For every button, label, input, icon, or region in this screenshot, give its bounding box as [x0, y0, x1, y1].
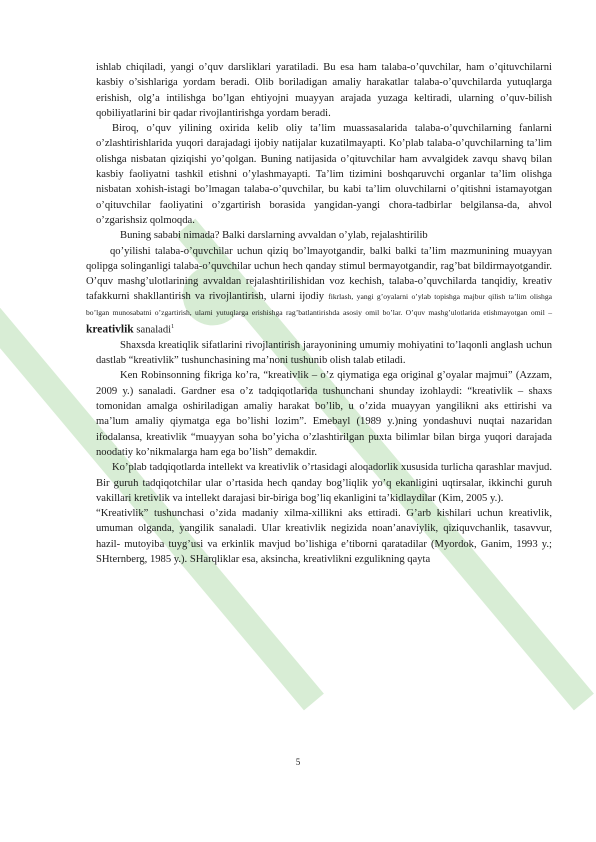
paragraph-4	[86, 244, 552, 338]
page-number: 5	[295, 757, 301, 767]
paragraph-1: ishlab chiqiladi, yangi o’quv darsliklari yaratiladi. Bu esa ham talaba-o’quvchilar, ham o’qituvchilarni kasbiy o’sishlariga yordam beradi. Olib boriladigan amaliy harakatlar talaba-o’quvchilarda yutuqlarga erishish, olg’a intilishga bo’lgan ehtiyojni muayyan arajada yuzaga keltiradi, ularning o’quv-bilish qobiliyatlarini bir qadar rivojlantirishga yordam beradi.	[96, 62, 552, 119]
paragraph-4-small-text: fikrlash, yangi g’oyalarni o’ylab topishga majbur qilish ta’lim olishga bo’lgan munosabatni o’zgartirish, ularni yutuqlarga erishishga rag’batlantirishda asosiy omil bo’lar. O’quv mashg’ulotlarida etishmayotgan omil –	[86, 292, 552, 317]
paragraph-4-text: qo’yilishi talaba-o’quvchilar uchun qiziq bo’lmayotgandir, balki balki ta’lim mazmunining muayyan qolipga solinganligi talaba-o’quvchilar uchun hech qanday stimul bermayotgandir, rag’bat bildirmayotgandir. O’quv mashg’ulotlarining avvaldan rejalashtirilishidan voz kechish, talaba-o’quvchilarda tanqidiy, kreativ tafakkurni shakllantirish va rivojlantirish, ularni ijodiy	[86, 245, 552, 303]
body-text	[86, 60, 552, 567]
paragraph-2: Biroq, o’quv yilining oxirida kelib oliy ta’lim muassasalarida talaba-o’quvchilarning fanlarni o’zlashtirishlarida yuqori darajadagi ijobiy natijalar kuzatilmayapti. Ko’plab talaba-o’quvchilarning ta’lim olishga nisbatan qiziqishi yo’qolgan. Buning natijasida o’qituvchilar ham avvalgidek zavqu shavq bilan kasbiy faoliyatni tashkil etishni o’ylashmayapti. Ta’lim tizimini boshqaruvchi organlar ta’lim olishga nisbatan xohish-istagi bo’lmagan talaba-o’quvchilar, bu kabi ta’lim oluvchilarni o’qitishni istamayotgan o’qituvchilar faoliyatini o’zgartirish borasida yangidan-yangi chora-tadbirlar belgilansa-da, ahvol o’zgarishsiz qolmoqda.	[96, 123, 552, 226]
paragraph-3: Buning sababi nimada? Balki darslarning avvaldan o’ylab, rejalashtirilib	[120, 230, 428, 242]
paragraph-6: Ken Robinsonning fikriga ko’ra, “kreativlik – o’z qiymatiga ega original g’oyalar majmui” (Azzam, 2009 y.) sanaladi. Gardner esa o’z tadqiqotlarida tushunchani shunday izohlaydi: “kreativlik – shaxs tomonidan amalga oshiriladigan amaliy harakat bo’lib, u o’zida muayyan yangilikni aks ettirishi va ma’lum amaliy qiymatga ega bo’lishi lozim”. Emebayl (1989 y.)ning yondashuvi nuqtai nazaridan ifodalansa, kreativlik “muayyan soha bo’yicha o’zlashtirilgan puxta bilimlar bilan birga yuqori darajada noodatiy ko’nikmalarga ham ega bo’lish” demakdir.	[96, 370, 552, 458]
paragraph-4-bold-term: kreativlik	[86, 323, 134, 336]
paragraph-8: “Kreativlik” tushunchasi o’zida madaniy xilma-xillikni aks ettiradi. G’arb kishilari uchun kreativlik, umuman olganda, yangilik sanaladi. Ular kreativlik negizida noan’anaviylik, qiziquvchanlik, tasavvur, hazil- mutoyiba tuyg’usi va erkinlik mavjud bo’lishiga e’tiborni qaratadilar (Myordok, Ganim, 1993 y.; SHternberg, 1985 y.). SHarqliklar esa, aksincha, kreativlikni ezgulikning qayta	[96, 508, 552, 566]
paragraph-5: Shaxsda kreatiqlik sifatlarini rivojlantirish jarayonining umumiy mohiyatini to’laqonli anglash uchun dastlab “kreativlik” tushunchasining ma’noni tushunib olish talab etiladi.	[96, 339, 552, 367]
paragraph-7: Ko’plab tadqiqotlarda intellekt va kreativlik o’rtasidagi aloqadorlik xususida turlicha qarashlar mavjud. Bir guruh tadqiqotchilar ular o’rtasida hech qanday bog’liqlik yo’q ekanligini uqtirsalar, ikkinchi guruh vakillari kretivlik va intellekt darajasi bir-biriga bog’liq ekanligini ta’kidlaydilar (Kim, 2005 y.).	[96, 462, 552, 504]
footnote-ref: 1	[171, 324, 175, 331]
paragraph-4-end: sanaladi	[136, 324, 172, 336]
